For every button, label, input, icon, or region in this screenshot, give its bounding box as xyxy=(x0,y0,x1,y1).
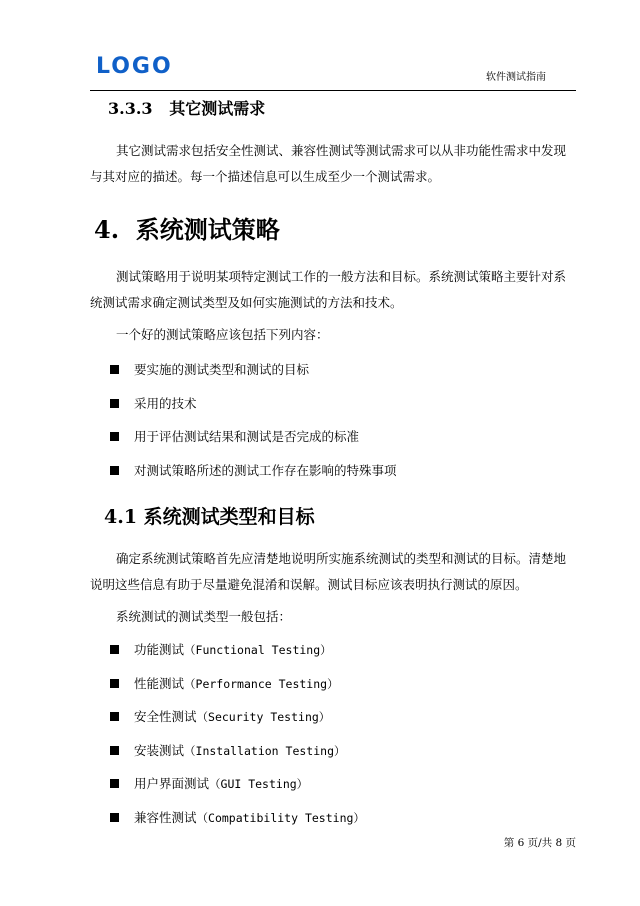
bullet-square-icon xyxy=(110,365,119,374)
bullet-square-icon xyxy=(110,466,119,475)
page-number: 第 6 页/共 8 页 xyxy=(503,837,576,849)
list-item: 性能测试（Performance Testing） xyxy=(108,676,365,710)
logo-text: LOGO xyxy=(96,54,173,76)
list-item: 用户界面测试（GUI Testing） xyxy=(108,776,365,810)
list-item: 对测试策略所述的测试工作存在影响的特殊事项 xyxy=(108,463,397,497)
bullet-square-icon xyxy=(110,679,119,688)
bullet-square-icon xyxy=(110,746,119,755)
bullet-square-icon xyxy=(110,645,119,654)
list-item: 安装测试（Installation Testing） xyxy=(108,743,365,777)
section-4-paragraph-2: 一个好的测试策略应该包括下列内容： xyxy=(116,327,329,342)
section-4-heading: 4. 系统测试策略 xyxy=(94,215,280,244)
section-4-paragraph-1: 测试策略用于说明某项特定测试工作的一般方法和目标。系统测试策略主要针对系统测试需求确定测试类型及如何实施测试的方法和技术。 xyxy=(90,269,567,310)
list-item: 采用的技术 xyxy=(108,396,397,430)
section-4-1-paragraph-2: 系统测试的测试类型一般包括： xyxy=(116,609,292,624)
bullet-square-icon xyxy=(110,779,119,788)
test-types-list xyxy=(108,642,365,843)
section-4-1-paragraph-1: 确定系统测试策略首先应清楚地说明所实施系统测试的类型和测试的目标。清楚地说明这些信息有助于尽量避免混淆和误解。测试目标应该表明执行测试的原因。 xyxy=(90,551,567,592)
bullet-square-icon xyxy=(110,712,119,721)
section-4-1-heading: 4.1 系统测试类型和目标 xyxy=(104,506,315,528)
list-item: 安全性测试（Security Testing） xyxy=(108,709,365,743)
strategy-content-list xyxy=(108,362,397,496)
logo xyxy=(96,52,180,76)
bullet-square-icon xyxy=(110,432,119,441)
list-item: 功能测试（Functional Testing） xyxy=(108,642,365,676)
bullet-square-icon xyxy=(110,813,119,822)
section-3-3-3-paragraph: 其它测试需求包括安全性测试、兼容性测试等测试需求可以从非功能性需求中发现与其对应的描述。每一个描述信息可以生成至少一个测试需求。 xyxy=(90,143,567,184)
page-header xyxy=(90,48,576,91)
bullet-square-icon xyxy=(110,399,119,408)
list-item: 用于评估测试结果和测试是否完成的标准 xyxy=(108,429,397,463)
header-title: 软件测试指南 xyxy=(486,72,546,83)
list-item: 要实施的测试类型和测试的目标 xyxy=(108,362,397,396)
section-3-3-3-heading: 3.3.3 其它测试需求 xyxy=(108,99,266,118)
list-item: 兼容性测试（Compatibility Testing） xyxy=(108,810,365,844)
